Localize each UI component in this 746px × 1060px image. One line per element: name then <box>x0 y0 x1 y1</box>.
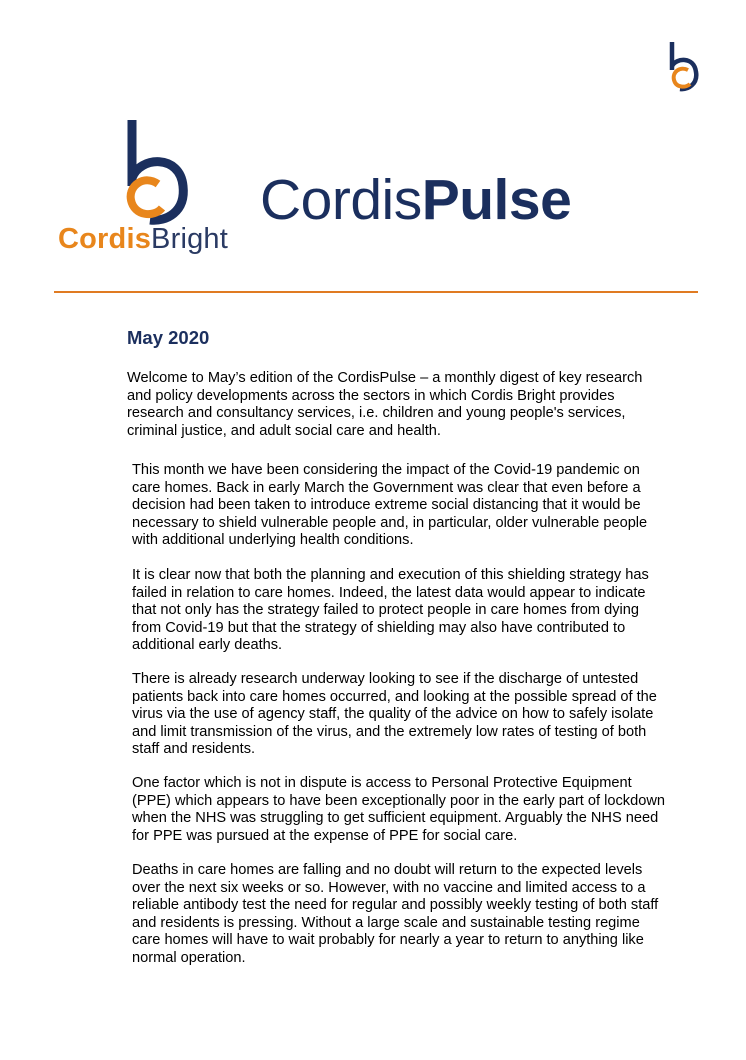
paragraph-line: necessary to shield vulnerable people and, in particular, older vulnerable people <box>132 514 648 531</box>
paragraph-line: over the next six weeks or so. However, with no vaccine and limited access to a <box>132 879 646 896</box>
paragraph-line: normal operation. <box>132 949 246 966</box>
paragraph-shielding <box>132 462 647 550</box>
paragraph-line: reliable antibody test the need for regular and possibly weekly testing of both staff <box>132 897 659 914</box>
paragraph-line: staff and residents. <box>132 741 256 758</box>
paragraph-line: that not only has the strategy failed to protect people in care homes from dying <box>132 602 640 619</box>
paragraph-line: Welcome to May’s edition of the CordisPulse – a monthly digest of key research <box>127 370 643 386</box>
cordis-bright-logo-small-icon <box>666 40 700 92</box>
paragraph-line: One factor which is not in dispute is access to Personal Protective Equipment <box>132 775 632 791</box>
paragraph-line: research and consultancy services, i.e. children and young people's services, <box>127 405 626 422</box>
paragraph-line: care homes. Back in early March the Government was clear that even before a <box>132 479 641 496</box>
paragraph-line: from Covid-19 but that the strategy of shielding may also have contributed to <box>132 619 626 636</box>
brand-wordmark-cordis: Cordis <box>58 223 152 255</box>
header-divider <box>54 291 698 293</box>
paragraph-line: additional early deaths. <box>132 637 283 654</box>
paragraph-line: care homes will have to wait probably for nearly a year to return to anything like <box>132 932 644 949</box>
page-title-cordis: Cordis <box>260 168 422 232</box>
issue-date: May 2020 <box>127 327 210 348</box>
paragraph-line: and residents is pressing. Without a large scale and sustainable testing regime <box>132 914 640 931</box>
paragraph-line: This month we have been considering the impact of the Covid-19 pandemic on <box>132 462 640 478</box>
paragraph-line: when the NHS was struggling to get sufficient equipment. Arguably the NHS need <box>132 810 659 827</box>
brand-wordmark <box>58 222 228 256</box>
paragraph-line: Deaths in care homes are falling and no doubt will return to the expected levels <box>132 862 643 878</box>
paragraph-ppe <box>132 775 665 845</box>
paragraph-line: and limit transmission of the virus, and the extremely low rates of testing of both <box>132 723 647 740</box>
page-title-pulse: Pulse <box>421 168 572 232</box>
paragraph-line: There is already research underway looking to see if the discharge of untested <box>132 671 639 687</box>
paragraph-line: failed in relation to care homes. Indeed, the latest data would appear to indicate <box>132 584 646 601</box>
paragraph-line: virus via the use of agency staff, the quality of the advice on how to safely isolate <box>132 706 654 723</box>
page-title <box>260 165 571 235</box>
paragraph-line: decision had been taken to introduce extreme social distancing that it would be <box>132 497 641 514</box>
paragraph-line: for PPE was pursued at the expense of PPE for social care. <box>132 827 518 844</box>
paragraph-testing <box>132 862 658 968</box>
paragraph-line: with additional underlying health conditions. <box>132 532 414 549</box>
paragraph-line: criminal justice, and adult social care and health. <box>127 422 441 439</box>
paragraph-intro <box>127 370 642 440</box>
paragraph-line: (PPE) which appears to have been exceptionally poor in the early part of lockdown <box>132 792 665 809</box>
paragraph-research <box>132 671 657 759</box>
paragraph-line: It is clear now that both the planning and execution of this shielding strategy has <box>132 567 649 583</box>
paragraph-line: and policy developments across the sectors in which Cordis Bright provides <box>127 387 615 404</box>
paragraph-line: patients back into care homes occurred, and looking at the possible spread of the <box>132 688 657 705</box>
brand-wordmark-bright: Bright <box>151 223 229 255</box>
paragraph-strategy-failure <box>132 567 649 655</box>
